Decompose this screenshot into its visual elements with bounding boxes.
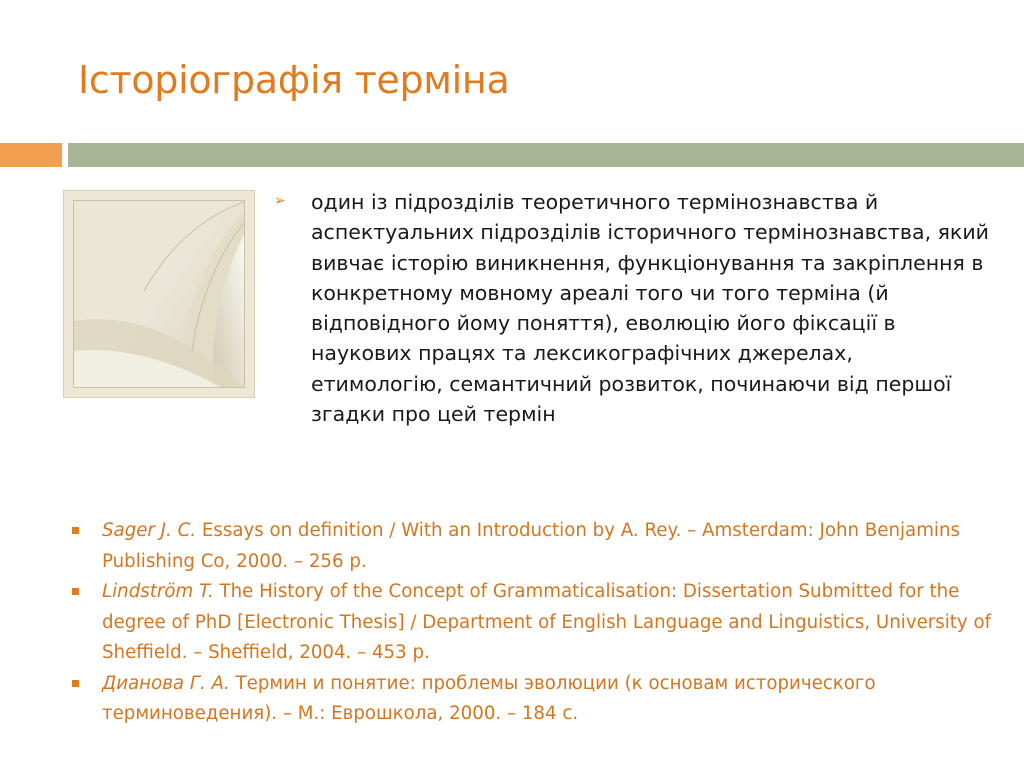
reference-item: [72, 669, 1002, 730]
reference-author: Lindström T.: [102, 581, 214, 602]
references-list: [72, 516, 1002, 730]
book-pages-image-frame: [63, 190, 255, 398]
square-bullet-icon: [72, 527, 79, 534]
reference-text: The History of the Concept of Grammaticalisation: Dissertation Submitted for the degree of PhD [Electronic Thesis] / Department of English Language and Linguistics, University of Sheffield. – Sheffield, 2004. – 453 p.: [102, 581, 991, 663]
book-pages-image: [73, 200, 245, 388]
green-header-bar: [68, 143, 1024, 167]
chevron-right-icon: ➢: [274, 193, 286, 209]
reference-item: [72, 577, 1002, 669]
square-bullet-icon: [72, 588, 79, 595]
reference-item: [72, 516, 1002, 577]
reference-text: Essays on definition / With an Introduction by A. Rey. – Amsterdam: John Benjamins Publishing Co, 2000. – 256 p.: [102, 520, 960, 572]
square-bullet-icon: [72, 680, 79, 687]
slide-title: Історіографія терміна: [78, 58, 510, 102]
main-definition-text: один із підрозділів теоретичного термінознавства й аспектуальних підрозділів історичного термінознавства, який вивчає історію виникнення, функціонування та закріплення в конкретному мовному ареалі того чи того терміна (й відповідного йому поняття), еволюцію його фіксації в наукових працях та лексикографічних джерелах, етимологію, семантичний розвиток, починаючи від першої згадки про цей термін: [311, 190, 989, 427]
orange-accent-bar: [0, 143, 62, 167]
reference-author: Sager J. C.: [102, 520, 197, 541]
book-pages-illustration: [74, 201, 245, 388]
reference-author: Дианова Г. А.: [102, 672, 230, 694]
reference-text: Термин и понятие: проблемы эволюции (к основам исторического терминоведения). – М.: Еврошкола, 2000. – 184 с.: [102, 672, 876, 724]
